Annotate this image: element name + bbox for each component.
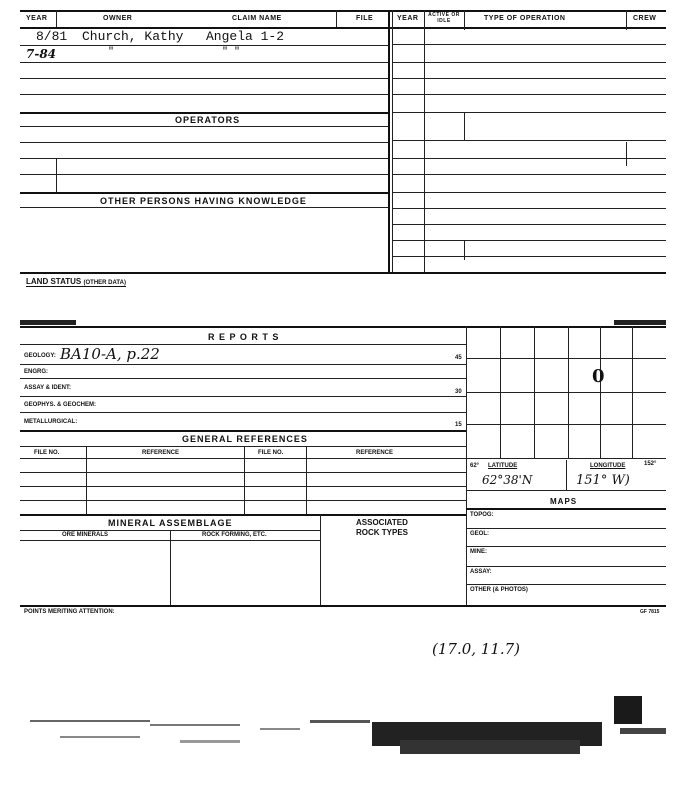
points-meriting-attention: POINTS MERITING ATTENTION: (24, 609, 115, 615)
location-marker: 0 (592, 366, 605, 387)
map-other: OTHER (& PHOTOS) (470, 587, 528, 593)
general-references-title: GENERAL REFERENCES (182, 434, 308, 444)
other-persons-heading: OTHER PERSONS HAVING KNOWLEDGE (100, 196, 307, 206)
report-geology-num: 45 (455, 355, 462, 361)
report-engrg-label: ENGRG: (24, 369, 48, 375)
entry-1-year: 8/81 (36, 29, 68, 44)
col-header-owner: OWNER (103, 15, 133, 22)
rock-types-label: ROCK TYPES (356, 528, 409, 537)
land-status-title: LAND STATUS (26, 277, 82, 286)
entry-2-year: 7-84 (26, 47, 57, 61)
longitude-label: LONGITUDE (590, 463, 626, 469)
col-header-crew: CREW (633, 15, 657, 22)
map-topog: TOPOG: (470, 512, 494, 518)
report-assay-num: 30 (455, 389, 462, 395)
report-geology-label: GEOLOGY: (24, 353, 56, 359)
rock-forming-label: ROCK FORMING, ETC. (202, 532, 267, 538)
latitude-label: LATITUDE (488, 463, 518, 469)
handwritten-coordinates: (17.0, 11.7) (432, 640, 521, 658)
col-header-active-or-idle: ACTIVE OR IDLE (428, 12, 460, 24)
entry-1-owner: Church, Kathy (82, 29, 184, 44)
map-mine: MINE: (470, 549, 487, 555)
land-status-note: (OTHER DATA) (83, 280, 126, 286)
report-metallurgical-label: METALLURGICAL: (24, 419, 78, 425)
maps-title: MAPS (550, 497, 578, 506)
col-header-type-of-operation: TYPE OF OPERATION (484, 15, 566, 22)
entry-1-claim: Angela 1-2 (206, 29, 285, 44)
land-status-label (26, 277, 126, 287)
col-header-year-2: YEAR (397, 15, 419, 22)
entry-2-owner-ditto: " (108, 47, 115, 58)
col-header-claim-name: CLAIM NAME (232, 15, 282, 22)
latitude-value: 62°38'N (482, 473, 533, 487)
report-geology-value: BA10-A, p.22 (60, 345, 160, 363)
longitude-value: 151° W) (576, 473, 630, 488)
scan-noise (0, 680, 678, 804)
lat-prefix: 62° (470, 463, 480, 469)
report-geophys-label: GEOPHYS. & GEOCHEM: (24, 402, 97, 408)
entry-2-claim-ditto: " " (222, 47, 241, 58)
report-assay-label: ASSAY & IDENT: (24, 385, 72, 391)
report-metallurgical-num: 15 (455, 422, 462, 428)
reports-title: R E P O R T S (208, 332, 280, 342)
ref-col-file-no-2: FILE NO. (258, 450, 284, 456)
operators-heading: OPERATORS (175, 115, 241, 125)
ref-col-file-no-1: FILE NO. (34, 450, 60, 456)
ref-col-reference-1: REFERENCE (142, 450, 180, 456)
ore-minerals-label: ORE MINERALS (62, 532, 109, 538)
mineral-assemblage-title: MINERAL ASSEMBLAGE (108, 518, 233, 528)
associated-label: ASSOCIATED (356, 518, 408, 527)
col-header-year: YEAR (26, 15, 48, 22)
form-number: GF 7815 (640, 609, 660, 615)
map-geol: GEOL: (470, 531, 489, 537)
lon-suffix: 152° (644, 461, 657, 467)
col-header-file: FILE (356, 15, 374, 22)
map-assay: ASSAY: (470, 569, 492, 575)
ref-col-reference-2: REFERENCE (356, 450, 394, 456)
